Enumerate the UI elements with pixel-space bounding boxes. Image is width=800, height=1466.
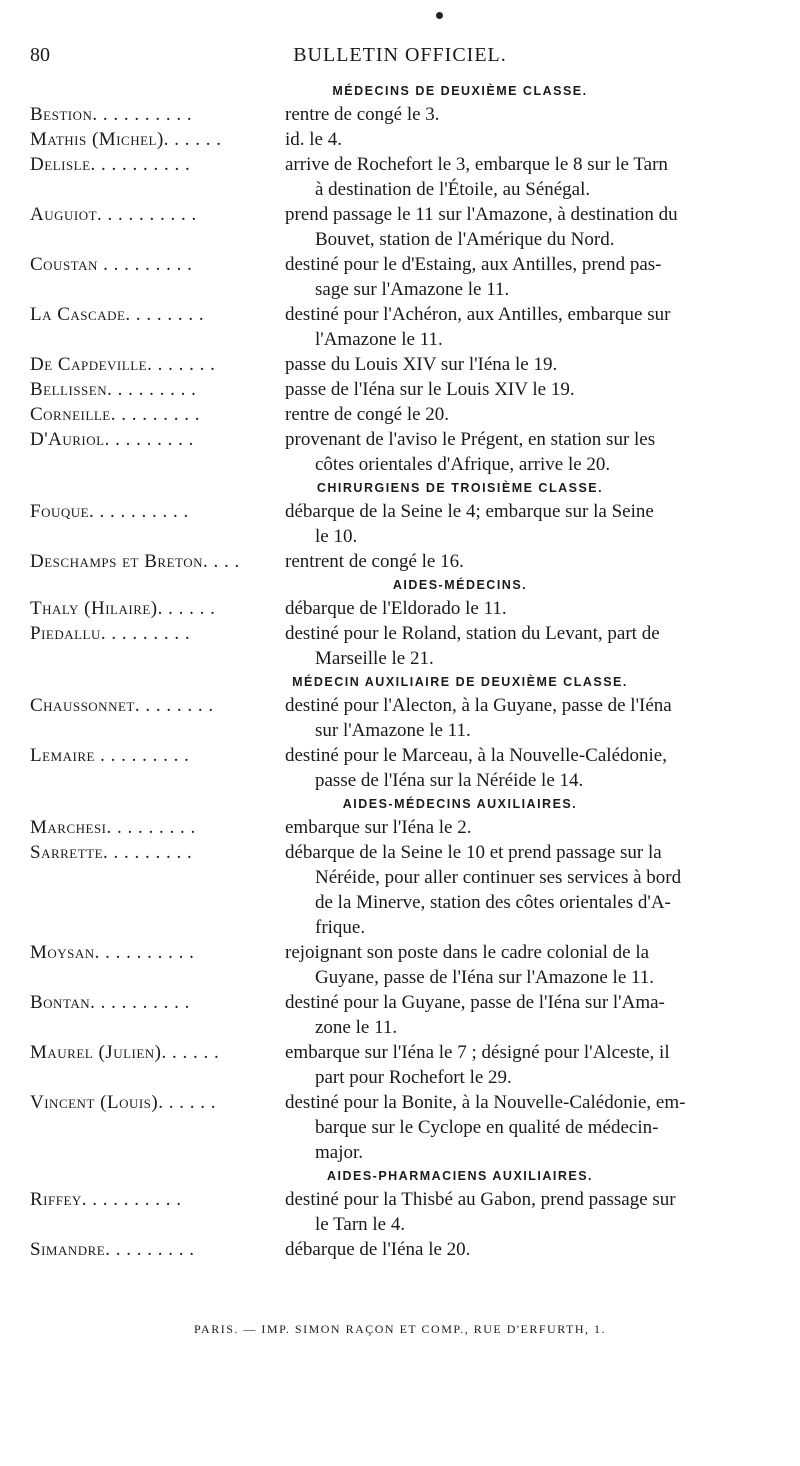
printer-imprint: PARIS. — IMP. SIMON RAÇON ET COMP., RUE D'ERFURTH, 1. — [193, 1322, 606, 1336]
section-title: AIDES-MÉDECINS AUXILIAIRES. — [342, 797, 578, 811]
officer-name: Piedallu. . . . . . . . . — [30, 623, 191, 644]
section-title: AIDES-PHARMACIENS AUXILIAIRES. — [326, 1169, 594, 1183]
description-line: passe du Louis XIV sur l'Iéna le 19. — [285, 354, 558, 375]
description-line: destiné pour la Guyane, passe de l'Iéna sur l'Ama- — [285, 992, 665, 1013]
entry-row — [30, 1237, 770, 1262]
movement-description — [285, 940, 770, 990]
officer-name: Mathis (Michel). . . . . . — [30, 129, 222, 150]
section-title: MÉDECIN AUXILIAIRE DE DEUXIÈME CLASSE. — [292, 675, 628, 689]
entry-row — [30, 621, 770, 671]
officer-name: Riffey. . . . . . . . . . — [30, 1189, 182, 1210]
entry-row — [30, 940, 770, 990]
description-line: le Tarn le 4. — [315, 1214, 406, 1235]
entry-row — [30, 743, 770, 793]
document-body — [30, 80, 770, 1262]
movement-description — [285, 743, 770, 793]
officer-name: Thaly (Hilaire). . . . . . — [30, 598, 216, 619]
running-title: BULLETIN OFFICIEL. — [293, 44, 507, 66]
officer-name: Marchesi. . . . . . . . . — [30, 817, 196, 838]
movement-description — [285, 152, 770, 202]
description-line: frique. — [315, 917, 366, 938]
description-line: rentre de congé le 3. — [285, 104, 440, 125]
movement-description — [285, 621, 770, 671]
description-line: sage sur l'Amazone le 11. — [315, 279, 510, 300]
officer-name: La Cascade. . . . . . . . — [30, 304, 205, 325]
entry-row — [30, 840, 770, 940]
officer-name: Auguiot. . . . . . . . . . — [30, 204, 197, 225]
description-line: débarque de la Seine le 4; embarque sur la Seine — [285, 501, 654, 522]
movement-description — [285, 1187, 770, 1237]
description-line: Guyane, passe de l'Iéna sur l'Amazone le 11. — [315, 967, 655, 988]
entry-row — [30, 1040, 770, 1090]
movement-description — [285, 1040, 770, 1090]
movement-description — [285, 549, 770, 574]
officer-name: Lemaire . . . . . . . . . — [30, 745, 190, 766]
movement-description — [285, 377, 770, 402]
entry-row — [30, 596, 770, 621]
officer-name: Sarrette. . . . . . . . . — [30, 842, 193, 863]
officer-name: Delisle. . . . . . . . . . — [30, 154, 191, 175]
entry-row — [30, 352, 770, 377]
entry-row — [30, 815, 770, 840]
officer-name: Moysan. . . . . . . . . . — [30, 942, 195, 963]
movement-description — [285, 815, 770, 840]
description-line: id. le 4. — [285, 129, 342, 150]
officer-name: Chaussonnet. . . . . . . . — [30, 695, 214, 716]
movement-description — [285, 252, 770, 302]
officer-name: De Capdeville. . . . . . . — [30, 354, 216, 375]
entry-row — [30, 202, 770, 252]
movement-description — [285, 840, 770, 940]
description-line: major. — [315, 1142, 364, 1163]
description-line: débarque de la Seine le 10 et prend passage sur la — [285, 842, 662, 863]
officer-name: Corneille. . . . . . . . . — [30, 404, 200, 425]
description-line: débarque de l'Eldorado le 11. — [285, 598, 507, 619]
entry-row — [30, 1090, 770, 1165]
entry-row — [30, 127, 770, 152]
movement-description — [285, 402, 770, 427]
movement-description — [285, 302, 770, 352]
description-line: embarque sur l'Iéna le 7 ; désigné pour l'Alceste, il — [285, 1042, 670, 1063]
description-line: prend passage le 11 sur l'Amazone, à destination du — [285, 204, 678, 225]
description-line: passe de l'Iéna sur la Néréide le 14. — [315, 770, 584, 791]
entry-row — [30, 693, 770, 743]
officer-name: D'Auriol. . . . . . . . . — [30, 429, 194, 450]
description-line: rentrent de congé le 16. — [285, 551, 464, 572]
description-line: embarque sur l'Iéna le 2. — [285, 817, 472, 838]
description-line: Néréide, pour aller continuer ses services à bord — [315, 867, 682, 888]
description-line: destiné pour le Marceau, à la Nouvelle-Calédonie, — [285, 745, 667, 766]
description-line: destiné pour le Roland, station du Levant, part de — [285, 623, 660, 644]
movement-description — [285, 596, 770, 621]
description-line: passe de l'Iéna sur le Louis XIV le 19. — [285, 379, 575, 400]
description-line: destiné pour l'Alecton, à la Guyane, passe de l'Iéna — [285, 695, 672, 716]
entry-row — [30, 102, 770, 127]
entry-row — [30, 427, 770, 477]
officer-name: Coustan . . . . . . . . . — [30, 254, 193, 275]
entry-row — [30, 152, 770, 202]
description-line: côtes orientales d'Afrique, arrive le 20. — [315, 454, 611, 475]
description-line: l'Amazone le 11. — [315, 329, 443, 350]
description-line: part pour Rochefort le 29. — [315, 1067, 512, 1088]
section-title: MÉDECINS DE DEUXIÈME CLASSE. — [332, 84, 588, 98]
description-line: débarque de l'Iéna le 20. — [285, 1239, 471, 1260]
movement-description — [285, 427, 770, 477]
description-line: barque sur le Cyclope en qualité de médecin- — [315, 1117, 659, 1138]
movement-description — [285, 202, 770, 252]
description-line: Marseille le 21. — [315, 648, 434, 669]
description-line: arrive de Rochefort le 3, embarque le 8 sur le Tarn — [285, 154, 668, 175]
section-title: CHIRURGIENS DE TROISIÈME CLASSE. — [316, 481, 604, 495]
entry-row — [30, 499, 770, 549]
description-line: zone le 11. — [315, 1017, 398, 1038]
officer-name: Bestion. . . . . . . . . . — [30, 104, 193, 125]
description-line: rejoignant son poste dans le cadre colonial de la — [285, 942, 650, 963]
description-line: de la Minerve, station des côtes orientales d'A- — [315, 892, 671, 913]
entry-row — [30, 377, 770, 402]
page-number: 80 — [30, 44, 50, 66]
officer-name: Vincent (Louis). . . . . . — [30, 1092, 216, 1113]
entry-row — [30, 302, 770, 352]
officer-name: Simandre. . . . . . . . . — [30, 1239, 195, 1260]
movement-description — [285, 499, 770, 549]
officer-name: Bellissen. . . . . . . . . — [30, 379, 197, 400]
officer-name: Fouque. . . . . . . . . . — [30, 501, 189, 522]
movement-description — [285, 127, 770, 152]
description-line: destiné pour la Thisbé au Gabon, prend passage sur — [285, 1189, 676, 1210]
description-line: à destination de l'Étoile, au Sénégal. — [315, 179, 591, 200]
officer-name: Maurel (Julien). . . . . . — [30, 1042, 220, 1063]
description-line: provenant de l'aviso le Prégent, en station sur les — [285, 429, 656, 450]
description-line: le 10. — [315, 526, 358, 547]
movement-description — [285, 693, 770, 743]
description-line: sur l'Amazone le 11. — [315, 720, 471, 741]
entry-row — [30, 252, 770, 302]
movement-description — [285, 990, 770, 1040]
movement-description — [285, 1090, 770, 1165]
entry-row — [30, 402, 770, 427]
entry-row — [30, 1187, 770, 1237]
description-line: destiné pour l'Achéron, aux Antilles, embarque sur — [285, 304, 671, 325]
movement-description — [285, 102, 770, 127]
movement-description — [285, 352, 770, 377]
description-line: destiné pour la Bonite, à la Nouvelle-Calédonie, em- — [285, 1092, 686, 1113]
description-line: rentre de congé le 20. — [285, 404, 450, 425]
movement-description — [285, 1237, 770, 1262]
officer-name: Deschamps et Breton. . . . — [30, 551, 240, 572]
print-mark — [436, 12, 443, 19]
section-title: AIDES-MÉDECINS. — [392, 578, 528, 592]
entry-row — [30, 990, 770, 1040]
entry-row — [30, 549, 770, 574]
description-line: Bouvet, station de l'Amérique du Nord. — [315, 229, 615, 250]
officer-name: Bontan. . . . . . . . . . — [30, 992, 190, 1013]
description-line: destiné pour le d'Estaing, aux Antilles, prend pas- — [285, 254, 662, 275]
